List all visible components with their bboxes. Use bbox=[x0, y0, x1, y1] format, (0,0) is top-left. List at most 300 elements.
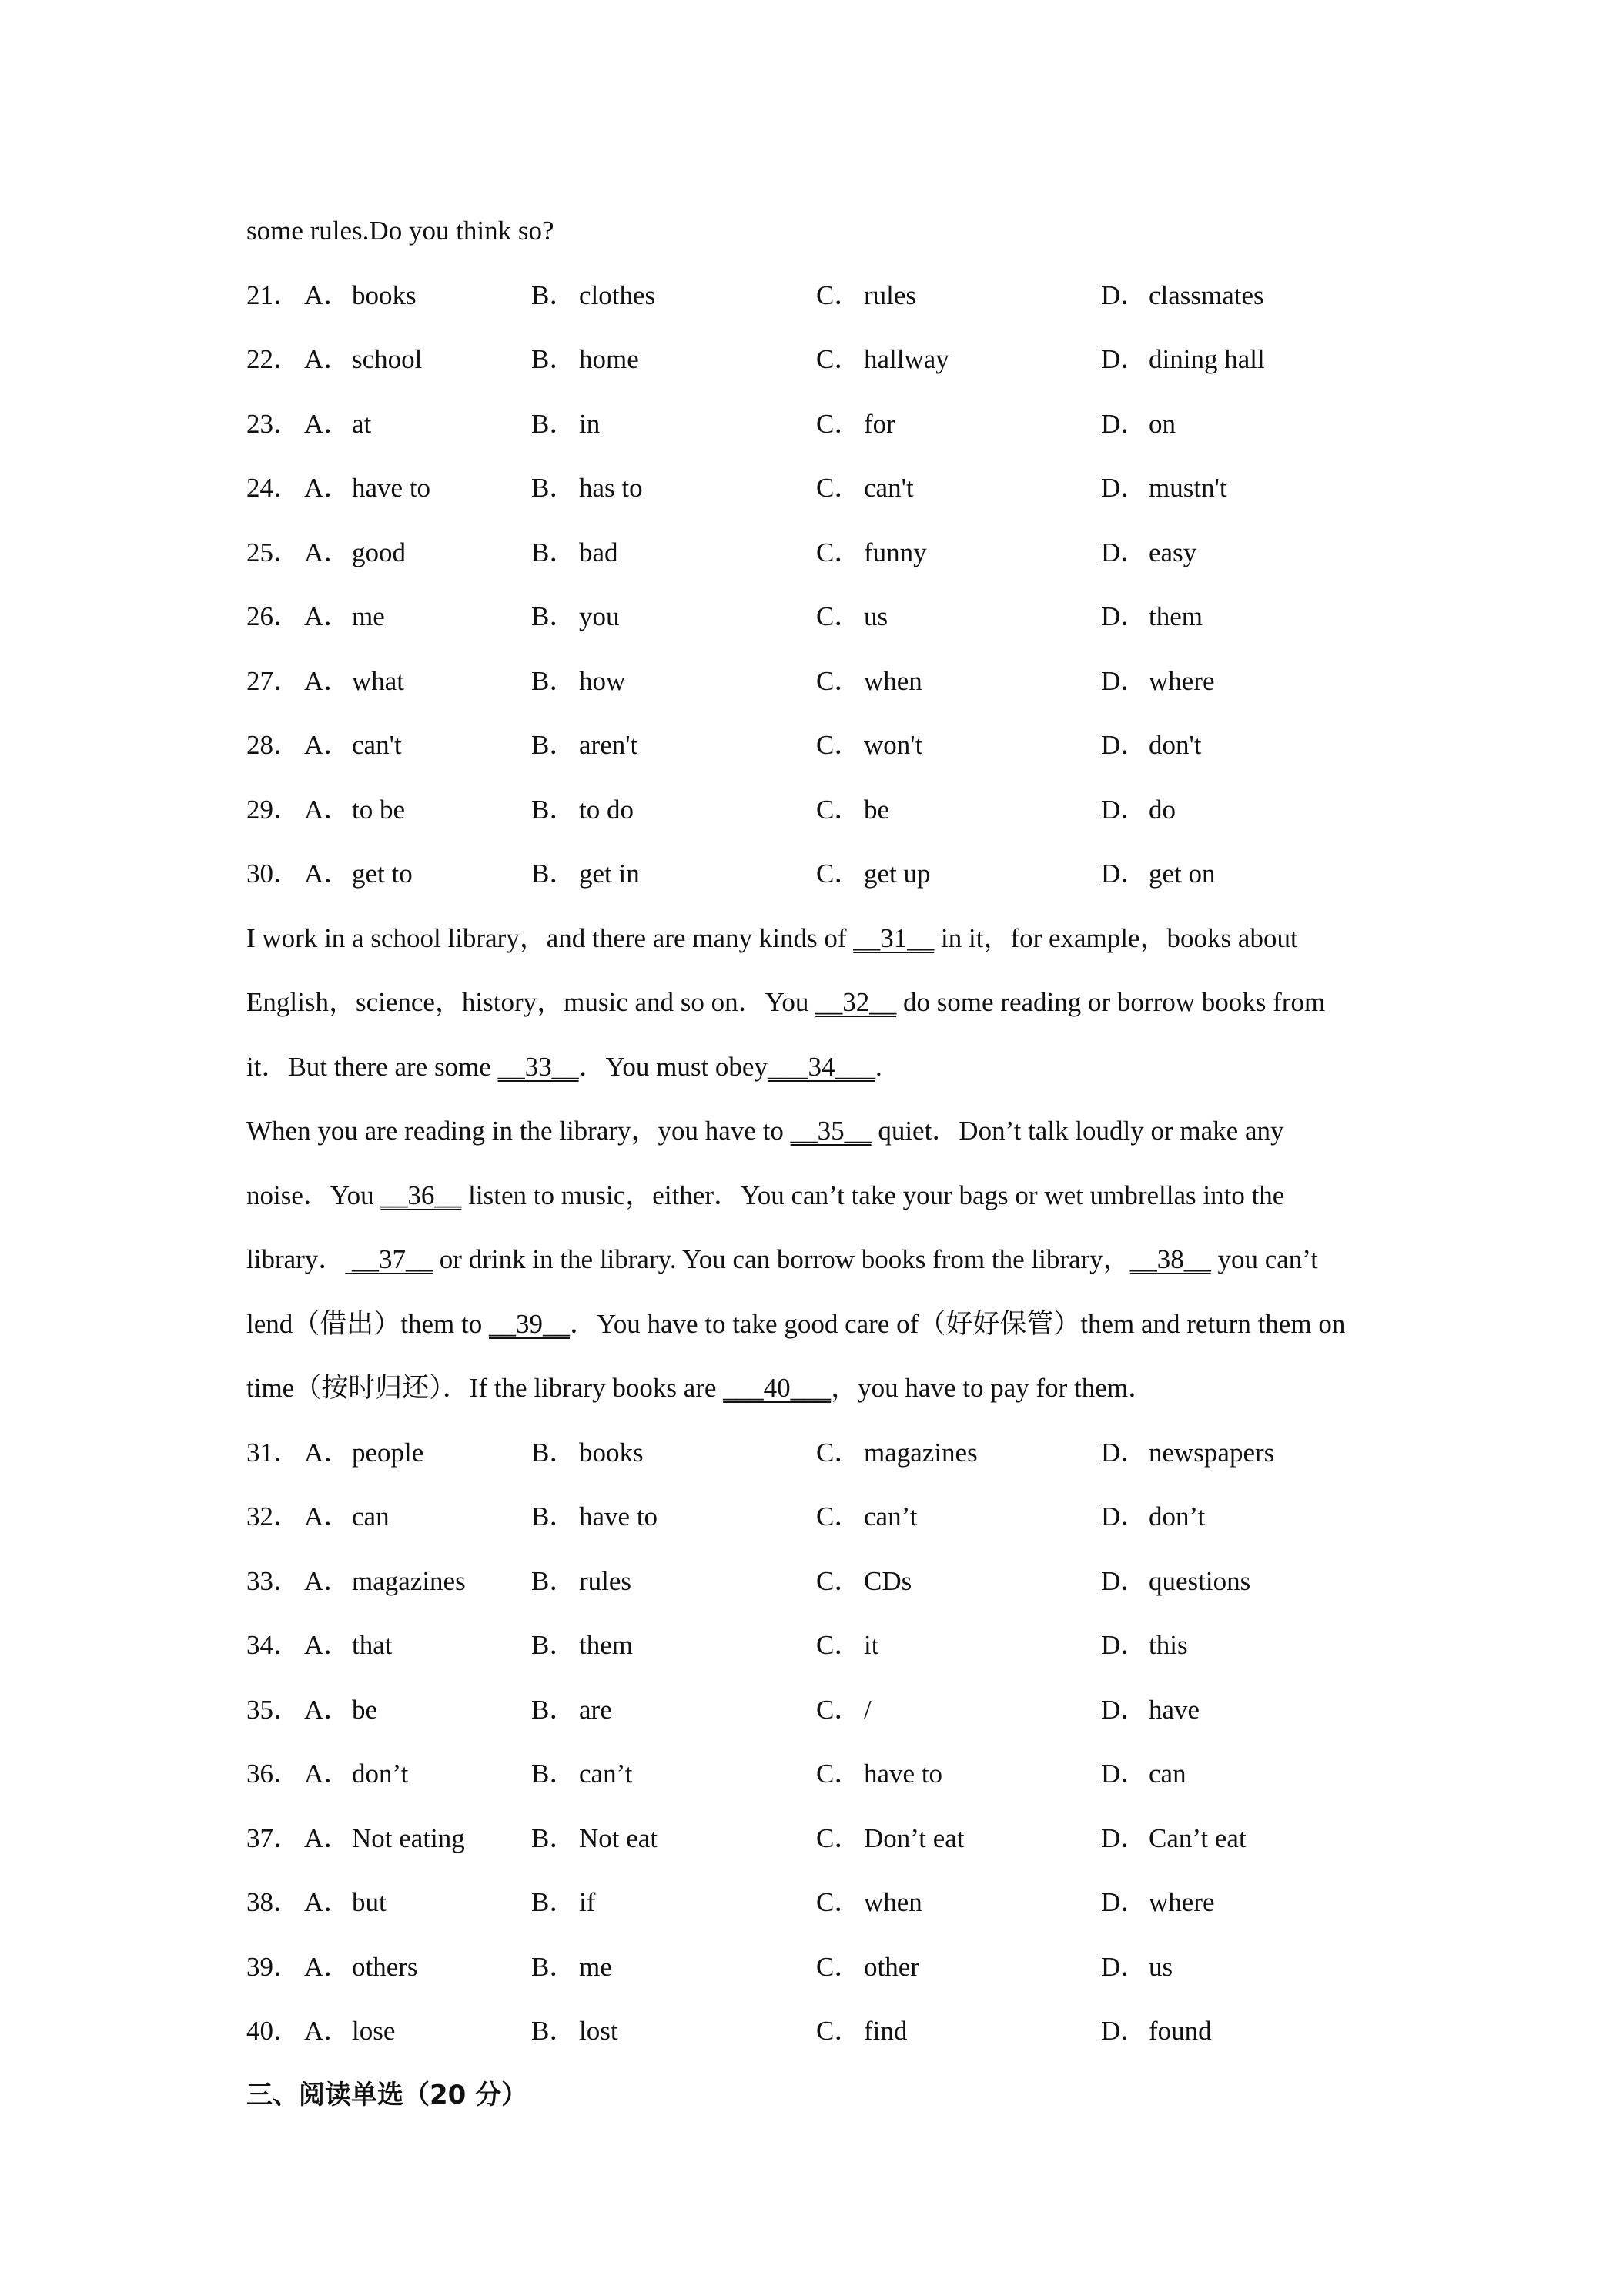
option-text: questions bbox=[1149, 1565, 1251, 1596]
option-b bbox=[531, 649, 625, 714]
question-number: 38． bbox=[246, 1887, 301, 1917]
question-row bbox=[246, 392, 1401, 457]
option-text: found bbox=[1149, 2016, 1212, 2046]
option-d bbox=[1101, 1549, 1250, 1614]
option-letter: C． bbox=[816, 2016, 862, 2046]
blank-37: __37__ bbox=[345, 1244, 433, 1274]
option-letter: C． bbox=[816, 858, 862, 889]
option-letter: C． bbox=[816, 1951, 862, 1982]
option-letter: A． bbox=[304, 344, 351, 374]
option-text: that bbox=[352, 1630, 393, 1660]
option-letter: B． bbox=[531, 858, 577, 889]
blank-33: __33__ bbox=[497, 1051, 579, 1082]
option-letter: B． bbox=[531, 279, 577, 310]
question-group-31-40 bbox=[246, 1421, 1401, 2063]
option-text: dining hall bbox=[1149, 344, 1265, 374]
option-letter: C． bbox=[816, 1630, 862, 1660]
passage-line-4: When you are reading in the library，you have to __35__ quiet．Don’t talk loudly or make any bbox=[246, 1116, 1284, 1146]
option-text: have bbox=[1149, 1694, 1200, 1725]
option-letter: A． bbox=[304, 537, 351, 567]
option-text: where bbox=[1149, 1887, 1215, 1917]
option-text: for bbox=[864, 408, 895, 439]
blank-31: __31__ bbox=[853, 922, 935, 953]
blank-38: __38__ bbox=[1129, 1244, 1211, 1274]
option-text: books bbox=[352, 279, 417, 310]
question-number: 21． bbox=[246, 279, 301, 310]
option-text: to be bbox=[352, 794, 406, 825]
option-letter: C． bbox=[816, 665, 862, 696]
question-number: 36． bbox=[246, 1759, 301, 1789]
option-letter: B． bbox=[531, 1694, 577, 1725]
option-text: can bbox=[352, 1501, 390, 1531]
option-text: find bbox=[864, 2016, 908, 2046]
option-c bbox=[816, 1870, 922, 1935]
option-text: do bbox=[1149, 794, 1176, 825]
option-d bbox=[1101, 584, 1203, 649]
question-group-21-30 bbox=[246, 263, 1401, 906]
option-text: me bbox=[579, 1951, 612, 1982]
question-row bbox=[246, 1935, 1401, 2000]
option-letter: D． bbox=[1101, 1501, 1148, 1531]
option-text: what bbox=[352, 665, 405, 696]
question-number: 24． bbox=[246, 473, 301, 503]
option-letter: B． bbox=[531, 344, 577, 374]
option-text: lost bbox=[579, 2016, 618, 2046]
option-b bbox=[531, 713, 637, 778]
option-letter: D． bbox=[1101, 665, 1148, 696]
option-a bbox=[304, 392, 371, 457]
option-text: magazines bbox=[352, 1565, 466, 1596]
option-text: have to bbox=[864, 1759, 943, 1789]
option-letter: D． bbox=[1101, 344, 1148, 374]
passage-line-3: it．But there are some __33__．You must obey___34___. bbox=[246, 1051, 882, 1082]
question-number: 25． bbox=[246, 537, 301, 567]
question-number: 27． bbox=[246, 665, 301, 696]
option-text: has to bbox=[579, 473, 643, 503]
option-letter: C． bbox=[816, 794, 862, 825]
option-text: to do bbox=[579, 794, 634, 825]
question-row bbox=[246, 842, 1401, 906]
option-text: won't bbox=[864, 730, 923, 760]
option-b bbox=[531, 1935, 612, 2000]
option-d bbox=[1101, 520, 1196, 585]
option-a bbox=[304, 584, 385, 649]
question-row bbox=[246, 1421, 1401, 1485]
option-letter: C． bbox=[816, 730, 862, 760]
option-letter: D． bbox=[1101, 858, 1148, 889]
option-letter: B． bbox=[531, 537, 577, 567]
option-text: you bbox=[579, 601, 620, 631]
option-a bbox=[304, 842, 413, 906]
option-text: can't bbox=[352, 730, 402, 760]
option-b bbox=[531, 778, 634, 842]
option-d bbox=[1101, 1484, 1205, 1549]
option-text: good bbox=[352, 537, 406, 567]
question-row bbox=[246, 1484, 1401, 1549]
option-d bbox=[1101, 456, 1227, 520]
option-c bbox=[816, 584, 888, 649]
option-a bbox=[304, 1742, 408, 1806]
option-text: when bbox=[864, 665, 922, 696]
option-text: people bbox=[352, 1437, 424, 1468]
option-text: Not eating bbox=[352, 1822, 465, 1853]
option-text: / bbox=[864, 1694, 872, 1725]
option-b bbox=[531, 456, 643, 520]
option-d bbox=[1101, 1678, 1200, 1742]
option-d bbox=[1101, 649, 1215, 714]
option-letter: D． bbox=[1101, 1694, 1148, 1725]
option-c bbox=[816, 1935, 919, 2000]
option-b bbox=[531, 392, 600, 457]
question-number: 22． bbox=[246, 344, 301, 374]
option-d bbox=[1101, 778, 1176, 842]
option-text: at bbox=[352, 408, 372, 439]
option-text: on bbox=[1149, 408, 1176, 439]
option-letter: D． bbox=[1101, 1759, 1148, 1789]
option-a bbox=[304, 1613, 392, 1678]
option-d bbox=[1101, 1742, 1186, 1806]
question-number: 32． bbox=[246, 1501, 301, 1531]
option-a bbox=[304, 1935, 418, 2000]
option-a bbox=[304, 1421, 423, 1485]
option-letter: C． bbox=[816, 1565, 862, 1596]
option-letter: B． bbox=[531, 730, 577, 760]
option-letter: B． bbox=[531, 1759, 577, 1789]
option-letter: A． bbox=[304, 1630, 351, 1660]
option-text: others bbox=[352, 1951, 418, 1982]
option-b bbox=[531, 1484, 658, 1549]
option-text: rules bbox=[864, 279, 917, 310]
option-letter: C． bbox=[816, 1694, 862, 1725]
option-a bbox=[304, 1870, 387, 1935]
option-letter: D． bbox=[1101, 1951, 1148, 1982]
option-d bbox=[1101, 1421, 1274, 1485]
question-row bbox=[246, 327, 1401, 392]
option-b bbox=[531, 1742, 632, 1806]
intro-line: some rules.Do you think so? bbox=[246, 216, 554, 246]
question-number: 30． bbox=[246, 858, 301, 889]
option-text: magazines bbox=[864, 1437, 978, 1468]
option-text: but bbox=[352, 1887, 387, 1917]
option-text: them bbox=[1149, 601, 1203, 631]
option-letter: D． bbox=[1101, 473, 1148, 503]
option-d bbox=[1101, 1613, 1188, 1678]
option-b bbox=[531, 1678, 612, 1742]
passage-line-6: library． __37__ or drink in the library. You can borrow books from the library，__38__ you can’t bbox=[246, 1244, 1319, 1274]
option-letter: A． bbox=[304, 1565, 351, 1596]
option-letter: D． bbox=[1101, 1437, 1148, 1468]
option-text: if bbox=[579, 1887, 596, 1917]
option-letter: B． bbox=[531, 1501, 577, 1531]
option-c bbox=[816, 263, 916, 328]
option-b bbox=[531, 520, 618, 585]
option-text: CDs bbox=[864, 1565, 912, 1596]
option-text: classmates bbox=[1149, 279, 1264, 310]
option-c bbox=[816, 713, 922, 778]
option-letter: D． bbox=[1101, 1822, 1148, 1853]
cloze-passage bbox=[246, 906, 1401, 1421]
blank-39: __39__ bbox=[488, 1308, 570, 1339]
option-a bbox=[304, 649, 404, 714]
option-letter: A． bbox=[304, 1951, 351, 1982]
question-number: 26． bbox=[246, 601, 301, 631]
option-a bbox=[304, 713, 402, 778]
option-letter: A． bbox=[304, 279, 351, 310]
question-row bbox=[246, 1999, 1401, 2063]
option-letter: D． bbox=[1101, 730, 1148, 760]
worksheet-page bbox=[246, 199, 1401, 2127]
option-letter: D． bbox=[1101, 537, 1148, 567]
option-c bbox=[816, 520, 927, 585]
option-letter: A． bbox=[304, 794, 351, 825]
option-d bbox=[1101, 327, 1265, 392]
option-text: aren't bbox=[579, 730, 638, 760]
option-text: be bbox=[352, 1694, 378, 1725]
section-title: 三、阅读单选（20 分） bbox=[246, 2079, 528, 2110]
option-letter: B． bbox=[531, 2016, 577, 2046]
option-text: when bbox=[864, 1887, 922, 1917]
option-letter: A． bbox=[304, 1822, 351, 1853]
option-text: don't bbox=[1149, 730, 1202, 760]
option-letter: C． bbox=[816, 344, 862, 374]
option-letter: D． bbox=[1101, 2016, 1148, 2046]
passage-line-7: lend（借出）them to __39__．You have to take good care of（好好保管）them and return them on bbox=[246, 1308, 1346, 1339]
option-text: can’t bbox=[579, 1759, 633, 1789]
option-text: can’t bbox=[864, 1501, 918, 1531]
option-letter: C． bbox=[816, 1759, 862, 1789]
question-row bbox=[246, 649, 1401, 714]
question-number: 33． bbox=[246, 1565, 301, 1596]
option-a bbox=[304, 1806, 465, 1871]
option-text: newspapers bbox=[1149, 1437, 1275, 1468]
option-a bbox=[304, 263, 417, 328]
blank-40: ___40___ bbox=[723, 1373, 832, 1403]
option-c bbox=[816, 842, 931, 906]
option-letter: C． bbox=[816, 408, 862, 439]
option-text: can't bbox=[864, 473, 914, 503]
option-text: home bbox=[579, 344, 639, 374]
option-text: hallway bbox=[864, 344, 949, 374]
blank-32: __32__ bbox=[815, 987, 897, 1017]
option-text: Can’t eat bbox=[1149, 1822, 1247, 1853]
option-text: this bbox=[1149, 1630, 1188, 1660]
question-row bbox=[246, 456, 1401, 520]
question-number: 29． bbox=[246, 794, 301, 825]
option-d bbox=[1101, 1935, 1173, 2000]
option-b bbox=[531, 1870, 595, 1935]
option-text: funny bbox=[864, 537, 927, 567]
option-text: books bbox=[579, 1437, 644, 1468]
option-letter: B． bbox=[531, 601, 577, 631]
question-number: 39． bbox=[246, 1951, 301, 1982]
option-letter: B． bbox=[531, 1822, 577, 1853]
option-letter: A． bbox=[304, 1759, 351, 1789]
option-text: get up bbox=[864, 858, 931, 889]
option-text: it bbox=[864, 1630, 879, 1660]
option-c bbox=[816, 1678, 872, 1742]
option-d bbox=[1101, 842, 1216, 906]
option-a bbox=[304, 1999, 395, 2063]
option-letter: A． bbox=[304, 601, 351, 631]
option-text: us bbox=[864, 601, 888, 631]
option-letter: A． bbox=[304, 2016, 351, 2046]
question-number: 34． bbox=[246, 1630, 301, 1660]
option-c bbox=[816, 649, 922, 714]
question-row bbox=[246, 713, 1401, 778]
option-letter: D． bbox=[1101, 408, 1148, 439]
question-row bbox=[246, 1549, 1401, 1614]
question-row bbox=[246, 1806, 1401, 1871]
option-text: get in bbox=[579, 858, 640, 889]
option-b bbox=[531, 842, 640, 906]
option-letter: C． bbox=[816, 1437, 862, 1468]
option-b bbox=[531, 1421, 644, 1485]
option-c bbox=[816, 1806, 965, 1871]
option-a bbox=[304, 456, 430, 520]
passage-line-8: time（按时归还）．If the library books are ___40___，you have to pay for them． bbox=[246, 1373, 1156, 1403]
option-letter: A． bbox=[304, 1437, 351, 1468]
option-text: get on bbox=[1149, 858, 1216, 889]
option-text: clothes bbox=[579, 279, 656, 310]
option-letter: A． bbox=[304, 1694, 351, 1725]
option-b bbox=[531, 1999, 618, 2063]
option-c bbox=[816, 1484, 917, 1549]
option-letter: A． bbox=[304, 1887, 351, 1917]
question-number: 31． bbox=[246, 1437, 301, 1468]
passage-line-5: noise．You __36__ listen to music，either．You can’t take your bags or wet umbrellas into the bbox=[246, 1180, 1285, 1210]
option-d bbox=[1101, 1806, 1247, 1871]
option-letter: D． bbox=[1101, 601, 1148, 631]
option-b bbox=[531, 263, 655, 328]
option-text: rules bbox=[579, 1565, 632, 1596]
option-c bbox=[816, 1999, 907, 2063]
option-text: us bbox=[1149, 1951, 1173, 1982]
question-number: 37． bbox=[246, 1822, 301, 1853]
option-text: can bbox=[1149, 1759, 1186, 1789]
option-text: lose bbox=[352, 2016, 396, 2046]
option-text: how bbox=[579, 665, 626, 696]
option-c bbox=[816, 392, 895, 457]
option-text: mustn't bbox=[1149, 473, 1227, 503]
option-a bbox=[304, 1484, 390, 1549]
option-d bbox=[1101, 713, 1202, 778]
option-letter: C． bbox=[816, 1822, 862, 1853]
option-letter: A． bbox=[304, 408, 351, 439]
question-row bbox=[246, 1742, 1401, 1806]
option-text: be bbox=[864, 794, 890, 825]
option-letter: B． bbox=[531, 408, 577, 439]
option-letter: C． bbox=[816, 1887, 862, 1917]
option-letter: A． bbox=[304, 665, 351, 696]
option-letter: B． bbox=[531, 1437, 577, 1468]
option-c bbox=[816, 327, 949, 392]
option-d bbox=[1101, 263, 1264, 328]
option-text: have to bbox=[579, 1501, 658, 1531]
option-letter: B． bbox=[531, 1630, 577, 1660]
question-row bbox=[246, 1613, 1401, 1678]
passage-line-2: English，science，history，music and so on．You __32__ do some reading or borrow books from bbox=[246, 987, 1326, 1017]
option-letter: C． bbox=[816, 1501, 862, 1531]
option-text: are bbox=[579, 1694, 612, 1725]
option-letter: D． bbox=[1101, 279, 1148, 310]
option-a bbox=[304, 327, 422, 392]
option-letter: D． bbox=[1101, 1565, 1148, 1596]
option-letter: D． bbox=[1101, 1887, 1148, 1917]
option-letter: B． bbox=[531, 1887, 577, 1917]
option-b bbox=[531, 1613, 633, 1678]
option-a bbox=[304, 520, 406, 585]
option-c bbox=[816, 778, 889, 842]
option-b bbox=[531, 1806, 658, 1871]
option-letter: A． bbox=[304, 730, 351, 760]
option-letter: A． bbox=[304, 473, 351, 503]
option-letter: C． bbox=[816, 279, 862, 310]
option-a bbox=[304, 1549, 466, 1614]
option-text: Not eat bbox=[579, 1822, 658, 1853]
option-text: school bbox=[352, 344, 423, 374]
option-text: Don’t eat bbox=[864, 1822, 965, 1853]
option-text: me bbox=[352, 601, 385, 631]
option-letter: B． bbox=[531, 1565, 577, 1596]
option-a bbox=[304, 778, 405, 842]
option-d bbox=[1101, 1870, 1215, 1935]
option-c bbox=[816, 1421, 978, 1485]
option-c bbox=[816, 456, 914, 520]
question-number: 28． bbox=[246, 730, 301, 760]
option-text: where bbox=[1149, 665, 1215, 696]
option-b bbox=[531, 327, 639, 392]
question-row bbox=[246, 263, 1401, 328]
question-number: 40． bbox=[246, 2016, 301, 2046]
option-letter: A． bbox=[304, 1501, 351, 1531]
option-text: other bbox=[864, 1951, 919, 1982]
option-text: easy bbox=[1149, 537, 1197, 567]
option-text: them bbox=[579, 1630, 633, 1660]
option-text: in bbox=[579, 408, 601, 439]
question-number: 35． bbox=[246, 1694, 301, 1725]
option-d bbox=[1101, 1999, 1212, 2063]
question-row bbox=[246, 1678, 1401, 1742]
option-letter: B． bbox=[531, 473, 577, 503]
passage-line-1: I work in a school library，and there are many kinds of __31__ in it，for example，books about bbox=[246, 922, 1298, 953]
option-text: get to bbox=[352, 858, 413, 889]
option-letter: C． bbox=[816, 601, 862, 631]
question-row bbox=[246, 778, 1401, 842]
blank-36: __36__ bbox=[380, 1180, 462, 1210]
option-letter: D． bbox=[1101, 794, 1148, 825]
option-a bbox=[304, 1678, 377, 1742]
option-letter: D． bbox=[1101, 1630, 1148, 1660]
option-letter: C． bbox=[816, 473, 862, 503]
option-b bbox=[531, 1549, 631, 1614]
blank-35: __35__ bbox=[790, 1116, 872, 1146]
question-row bbox=[246, 1870, 1401, 1935]
option-letter: B． bbox=[531, 1951, 577, 1982]
question-row bbox=[246, 520, 1401, 585]
option-d bbox=[1101, 392, 1176, 457]
option-text: don’t bbox=[352, 1759, 409, 1789]
question-number: 23． bbox=[246, 408, 301, 439]
option-letter: B． bbox=[531, 794, 577, 825]
blank-34: ___34___ bbox=[767, 1051, 875, 1082]
option-letter: A． bbox=[304, 858, 351, 889]
option-c bbox=[816, 1742, 942, 1806]
question-row bbox=[246, 584, 1401, 649]
option-text: have to bbox=[352, 473, 431, 503]
option-b bbox=[531, 584, 620, 649]
option-letter: C． bbox=[816, 537, 862, 567]
option-c bbox=[816, 1613, 878, 1678]
